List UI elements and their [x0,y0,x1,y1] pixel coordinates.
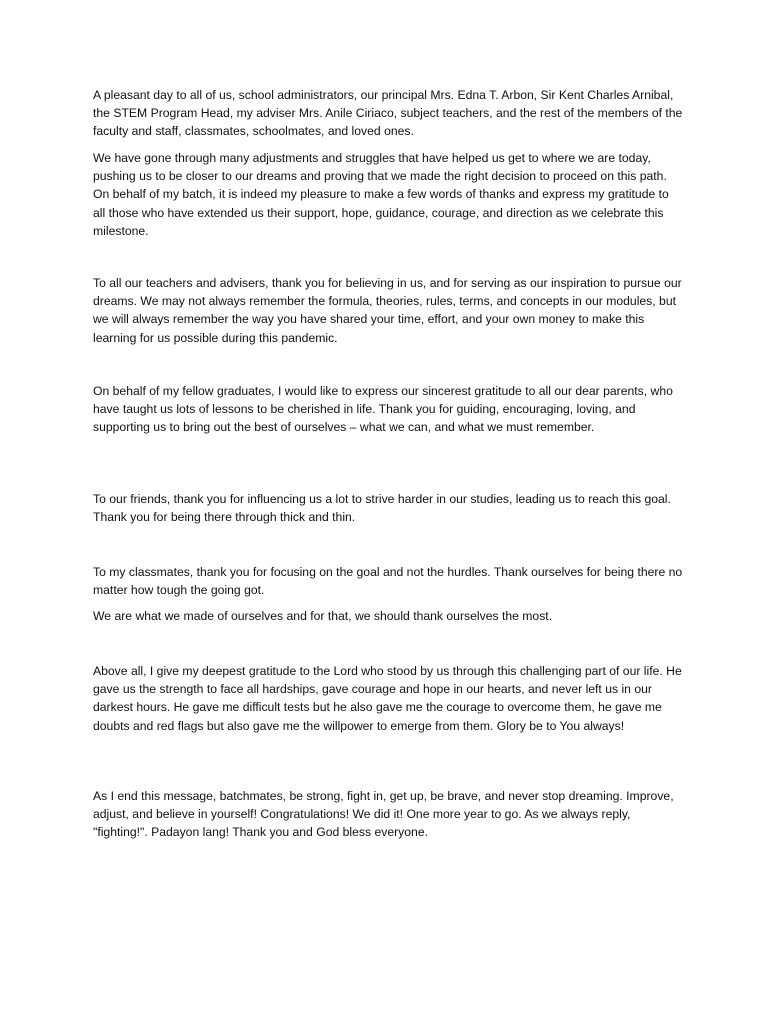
paragraph-teachers: To all our teachers and advisers, thank you for believing in us, and for serving as our inspiration to pursue our dreams. We may not always remember the formula, theories, rules, terms, and concepts in our modules, but we will always remember the way you have shared your time, effort, and your own money to make this learning for us possible during this pandemic. [93,276,682,345]
paragraph-adjustments: We have gone through many adjustments and struggles that have helped us get to where we are today, pushing us to be closer to our dreams and proving that we made the right decision to proceed on this path. On behalf of my batch, it is indeed my pleasure to make a few words of thanks and express my gratitude to all those who have extended us their support, hope, guidance, courage, and direction as we celebrate this milestone. [93,151,669,238]
paragraph-parents: On behalf of my fellow graduates, I would like to express our sincerest gratitude to all our dear parents, who have taught us lots of lessons to be cherished in life. Thank you for guiding, encouraging, loving, and supporting us to bring out the best of ourselves – what we can, and what we must remember. [93,384,673,435]
paragraph-friends: To our friends, thank you for influencing us a lot to strive harder in our studies, leading us to reach this goal. Thank you for being there through thick and thin. [93,492,671,525]
paragraph-closing: As I end this message, batchmates, be strong, fight in, get up, be brave, and never stop dreaming. Improve, adjust, and believe in yourself! Congratulations! We did it! One more year to go. As we always reply, "fighting!". Padayon lang! Thank you and God bless everyone. [93,789,674,840]
paragraph-ourselves: We are what we made of ourselves and for that, we should thank ourselves the most. [93,609,553,623]
paragraph-classmates: To my classmates, thank you for focusing on the goal and not the hurdles. Thank ourselves for being there no matter how tough the going got. [93,565,683,598]
paragraph-greeting: A pleasant day to all of us, school administrators, our principal Mrs. Edna T. Arbon, Sir Kent Charles Arnibal, the STEM Program Head, my adviser Mrs. Anile Ciriaco, subject teachers, and the rest of the members of the faculty and staff, classmates, schoolmates, and loved ones. [93,88,683,139]
paragraph-gratitude-lord: Above all, I give my deepest gratitude to the Lord who stood by us through this challenging part of our life. He gave us the strength to face all hardships, gave courage and hope in our hearts, and never left us in our darkest hours. He gave me difficult tests but he also gave me the courage to overcome them, he gave me doubts and red flags but also gave me the willpower to emerge from them. Glory be to You always! [93,664,682,733]
